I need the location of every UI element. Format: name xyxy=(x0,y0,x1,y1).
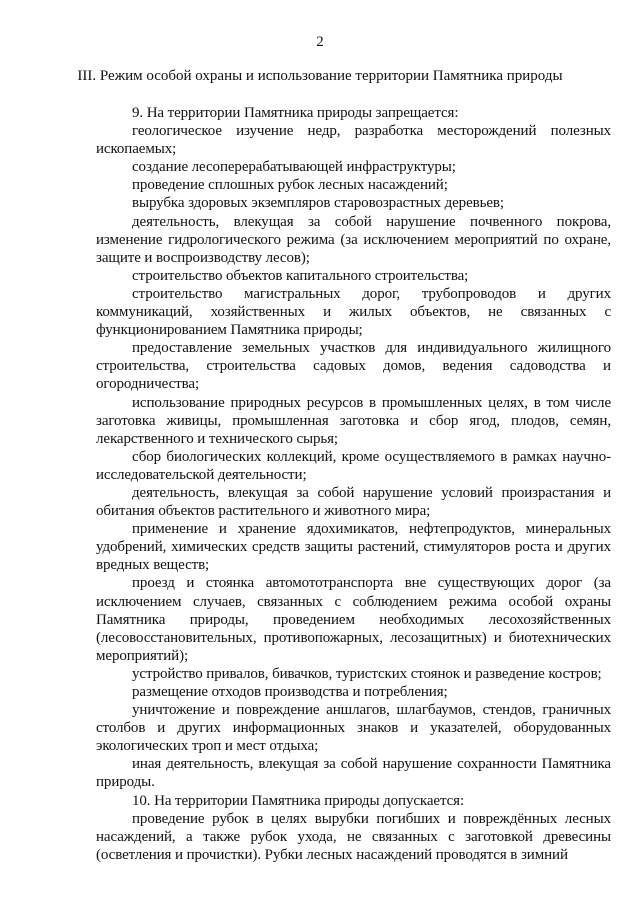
list-item: иная деятельность, влекущая за собой нарушение сохранности Памятника природы. xyxy=(96,756,611,791)
list-item: создание лесоперерабатывающей инфраструктуры; xyxy=(132,159,456,176)
list-item: устройство привалов, бивачков, туристских стоянок и разведение костров; xyxy=(132,665,602,682)
list-item: строительство магистральных дорог, трубопроводов и других коммуникаций, хозяйственных и жилых объектов, не связанных с функционированием Памятника природы; xyxy=(96,285,611,339)
list-item: применение и хранение ядохимикатов, нефтепродуктов, минеральных удобрений, химических средств защиты растений, стимуляторов роста и других вредных веществ; xyxy=(96,521,611,574)
list-item: строительство объектов капитального строительства; xyxy=(132,267,469,284)
list-item: размещение отходов производства и потребления; xyxy=(132,684,448,700)
list-item: проезд и стоянка автомототранспорта вне существующих дорог (за исключением случаев, связанных с соблюдением режима особой охраны Памятника природы, проведением необходимых лесохозяйственных (лесовосстановительных, противопожарных, лесозащитных) и биотехнических мероприятий); xyxy=(96,575,611,664)
list-item: проведение рубок в целях вырубки погибших и повреждённых лесных насаждений, а также рубок ухода, не связанных с заготовкой древесины (осветления и прочистки). Рубки лесных насаждений проводятся в зимний xyxy=(96,810,611,863)
list-item: использование природных ресурсов в промышленных целях, в том числе заготовка живицы, промышленная заготовка и сбор ягод, плодов, семян, лекарственного и технического сырья; xyxy=(96,394,611,447)
list-item: проведение сплошных рубок лесных насаждений; xyxy=(132,177,448,194)
section-title: III. Режим особой охраны и использование территории Памятника природы xyxy=(77,68,563,84)
list-item: вырубка здоровых экземпляров старовозрастных деревьев; xyxy=(132,195,504,212)
list-item: уничтожение и повреждение аншлагов, шлагбаумов, стендов, граничных столбов и других информационных знаков и указателей, оборудованных экологических троп и мест отдыха; xyxy=(96,702,611,755)
paragraph-9-intro: 9. На территории Памятника природы запрещается: xyxy=(132,105,459,121)
list-item: геологическое изучение недр, разработка месторождений полезных ископаемых; xyxy=(96,123,611,158)
page-number: 2 xyxy=(316,34,324,50)
list-item: деятельность, влекущая за собой нарушение условий произрастания и обитания объектов растительного и животного мира; xyxy=(96,484,611,520)
paragraph-10-intro: 10. На территории Памятника природы допускается: xyxy=(132,792,465,809)
list-item: деятельность, влекущая за собой нарушение почвенного покрова, изменение гидрологического режима (за исключением мероприятий по охране, защите и воспроизводству лесов); xyxy=(96,213,611,266)
list-item: сбор биологических коллекций, кроме осуществляемого в рамках научно-исследовательской деятельности; xyxy=(96,448,611,483)
list-item: предоставление земельных участков для индивидуального жилищного строительства, строительства садовых домов, ведения садоводства и огородничества; xyxy=(96,340,611,393)
document-body xyxy=(96,104,611,864)
